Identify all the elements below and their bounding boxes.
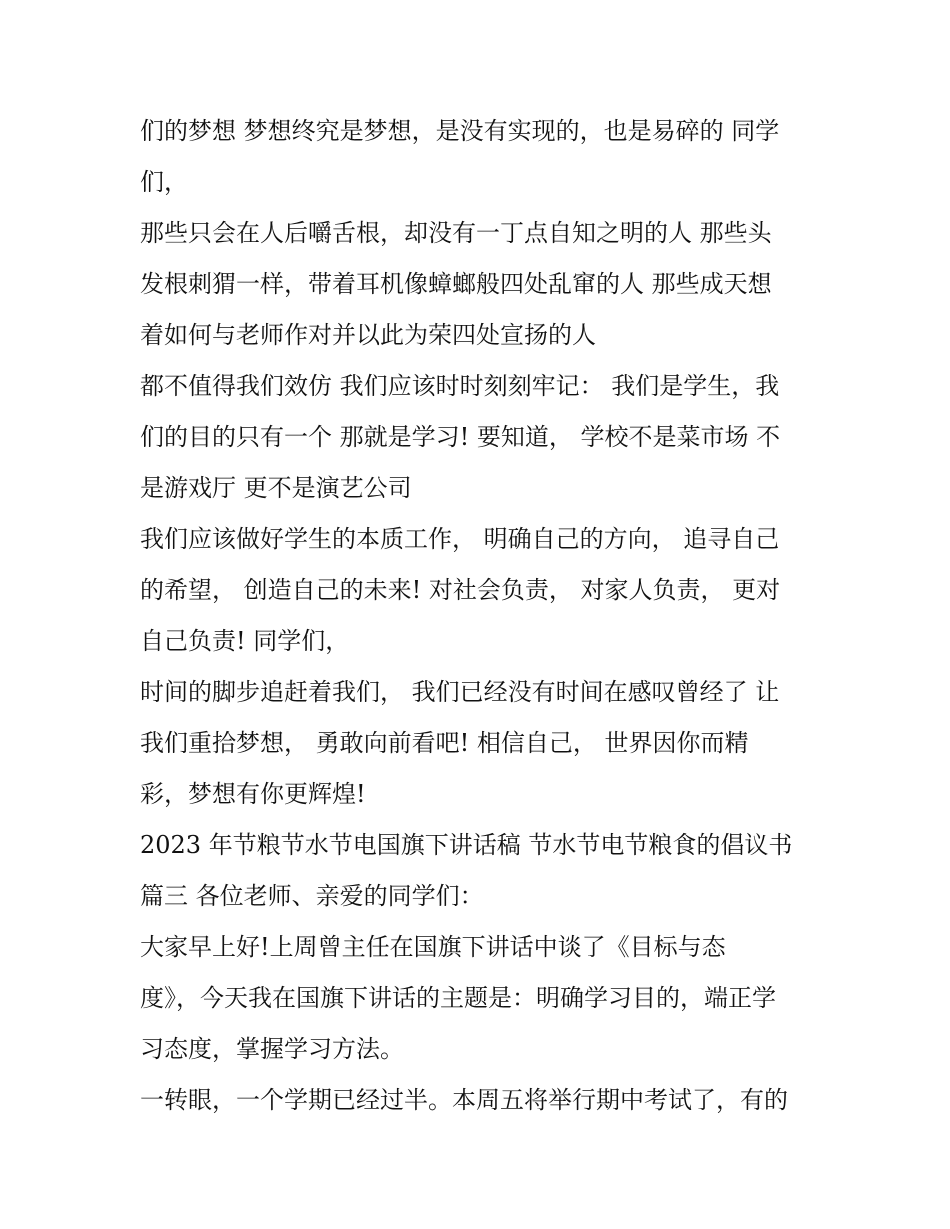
text-line: 自己负责! 同学们， <box>140 627 350 655</box>
text-line: 篇三 各位老师、亲爱的同学们： <box>140 882 484 910</box>
text-line: 2023 年节粮节水节电国旗下讲话稿 节水节电节粮食的倡议书 <box>140 831 793 859</box>
text-line: 的希望， 创造自己的未来! 对社会负责， 对家人负责， 更对 <box>140 576 781 604</box>
text-line: 我们应该做好学生的本质工作， 明确自己的方向， 追寻自己 <box>140 525 780 553</box>
text-line: 是游戏厅 更不是演艺公司 <box>140 474 412 502</box>
text-line: 度》，今天我在国旗下讲话的主题是：明确学习目的，端正学 <box>140 984 776 1012</box>
text-line: 们的梦想 梦想终究是梦想，是没有实现的，也是易碎的 同学 <box>140 117 780 145</box>
text-line: 大家早上好!上周曾主任在国旗下讲话中谈了《目标与态 <box>140 933 726 961</box>
text-line: 们， <box>140 168 188 196</box>
text-line: 一转眼，一个学期已经过半。本周五将举行期中考试了，有的 <box>140 1086 788 1114</box>
text-line: 我们重拾梦想， 勇敢向前看吧! 相信自己， 世界因你而精 <box>140 729 749 757</box>
text-line: 习态度，掌握学习方法。 <box>140 1035 404 1063</box>
body-text <box>140 106 820 1126</box>
text-line: 都不值得我们效仿 我们应该时时刻刻牢记： 我们是学生，我 <box>140 372 780 400</box>
text-line: 们的目的只有一个 那就是学习! 要知道， 学校不是菜市场 不 <box>140 423 781 451</box>
text-line: 时间的脚步追赶着我们， 我们已经没有时间在感叹曾经了 让 <box>140 678 780 706</box>
text-line: 发根刺猬一样，带着耳机像蟑螂般四处乱窜的人 那些成天想 <box>140 270 772 298</box>
text-line: 那些只会在人后嚼舌根，却没有一丁点自知之明的人 那些头 <box>140 219 772 247</box>
text-line: 着如何与老师作对并以此为荣四处宣扬的人 <box>140 321 596 349</box>
text-line: 彩，梦想有你更辉煌! <box>140 780 366 808</box>
